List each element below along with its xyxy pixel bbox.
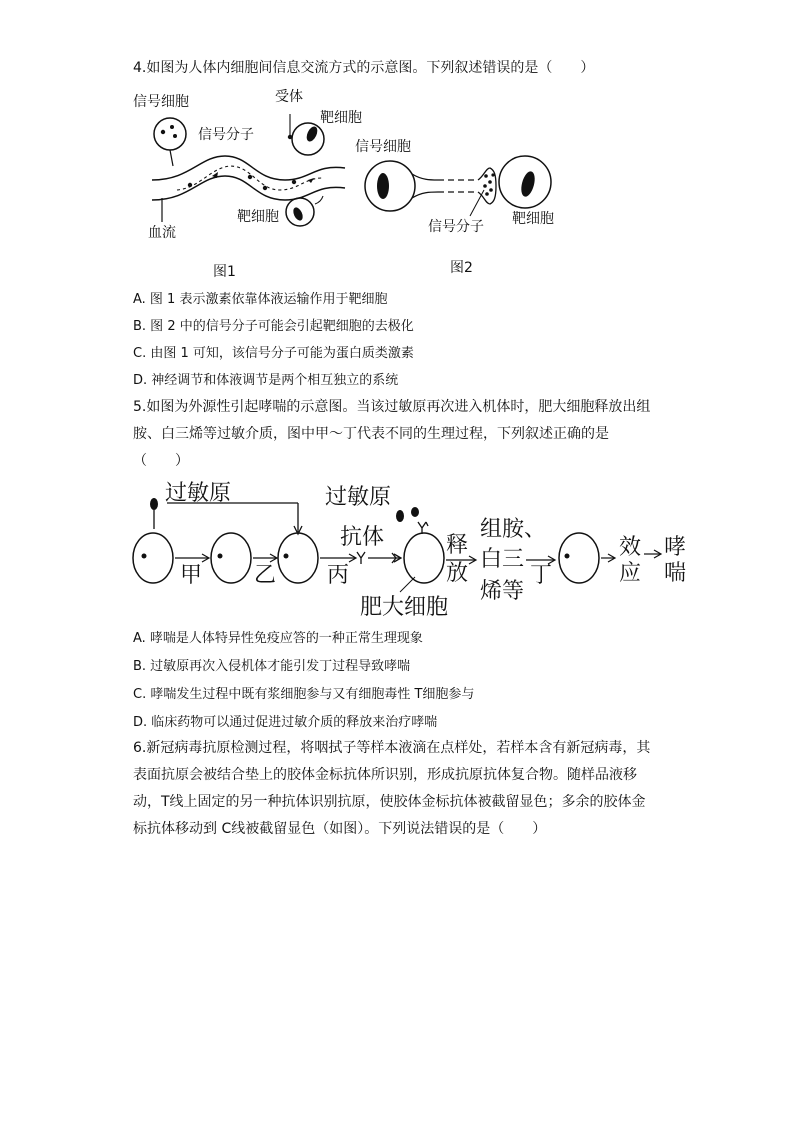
fig2-signal-cell-label: 信号细胞 — [355, 139, 411, 155]
q5-figure — [130, 474, 700, 624]
q4-option-a: A. 图 1 表示激素依靠体液运输作用于靶细胞 — [133, 292, 388, 307]
q6-line2: 表面抗原会被结合垫上的胶体金标抗体所识别，形成抗原抗体复合物。随样品液移 — [133, 767, 637, 783]
fig1-target-cell-bottom-label: 靶细胞 — [237, 209, 279, 225]
q5-mast-cell-label: 肥大细胞 — [360, 595, 449, 620]
q4-stem: 4.如图为人体内细胞间信息交流方式的示意图。下列叙述错误的是（ ） — [133, 60, 595, 76]
fig1-blood-label: 血流 — [148, 225, 176, 241]
q5-allergen-label-1: 过敏原 — [165, 481, 232, 506]
q5-effector-cell — [559, 533, 599, 583]
q5-stem-line2: 胺、白三烯等过敏介质，图中甲～丁代表不同的生理过程，下列叙述正确的是 — [133, 426, 609, 442]
q5-cell-2 — [211, 533, 251, 583]
q5-allergen-label-2: 过敏原 — [325, 485, 392, 510]
fig2-signal-cell — [365, 161, 496, 216]
q5-histamine-3: 烯等 — [480, 579, 525, 604]
q5-stem-line1: 5.如图为外源性引起哮喘的示意图。当该过敏原再次进入机体时，肥大细胞释放出组 — [133, 399, 651, 415]
q5-allergen-icon-1 — [150, 498, 302, 534]
q5-antibody-label: 抗体 — [340, 525, 385, 550]
q4-option-c: C. 由图 1 可知，该信号分子可能为蛋白质类激素 — [133, 346, 414, 361]
q6-line3: 动，T线上固定的另一种抗体识别抗原，使胶体金标抗体被截留显色；多余的胶体金 — [133, 794, 646, 810]
q5-antibody-icon — [357, 552, 401, 564]
q4-option-d: D. 神经调节和体液调节是两个相互独立的系统 — [133, 373, 399, 388]
fig1-caption: 图1 — [213, 264, 236, 280]
q5-option-b: B. 过敏原再次入侵机体才能引发丁过程导致哮喘 — [133, 659, 411, 674]
q5-asthma-1: 哮 — [664, 535, 687, 560]
q5-mast-cell — [400, 533, 444, 592]
q4-figure-2 — [350, 130, 580, 280]
q5-release-2: 放 — [446, 561, 469, 586]
fig1-receptor-label: 受体 — [275, 89, 303, 105]
q5-option-d: D. 临床药物可以通过促进过敏介质的释放来治疗哮喘 — [133, 715, 438, 730]
fig1-target-cell-bottom — [286, 196, 323, 226]
q5-asthma-2: 喘 — [664, 561, 687, 586]
q5-histamine-2: 白三 — [480, 547, 525, 572]
fig1-signal-molecule-label: 信号分子 — [198, 127, 254, 143]
q5-option-a: A. 哮喘是人体特异性免疫应答的一种正常生理现象 — [133, 631, 423, 646]
q5-option-c: C. 哮喘发生过程中既有浆细胞参与又有细胞毒性 T细胞参与 — [133, 687, 475, 702]
q5-process-bing: 丙 — [327, 563, 350, 588]
q5-cell-1 — [133, 533, 173, 583]
q4-option-b: B. 图 2 中的信号分子可能会引起靶细胞的去极化 — [133, 319, 414, 334]
q4-figure-1 — [130, 84, 370, 284]
q5-process-jia: 甲 — [180, 563, 203, 588]
q5-process-yi: 乙 — [254, 563, 277, 588]
fig2-signal-molecule-label: 信号分子 — [428, 219, 484, 235]
fig2-target-cell-label: 靶细胞 — [512, 211, 554, 227]
fig1-signal-cell-label: 信号细胞 — [133, 94, 189, 110]
q5-process-ding: 丁 — [530, 563, 553, 588]
q5-effect-1: 效 — [619, 535, 642, 560]
q6-line4: 标抗体移动到 C线被截留显色（如图）。下列说法错误的是（ ） — [133, 821, 547, 837]
q5-release-1: 释 — [446, 533, 469, 558]
fig1-target-cell-top — [288, 114, 324, 155]
q5-histamine-1: 组胺、 — [480, 517, 547, 542]
q5-stem-line3: （ ） — [133, 453, 189, 469]
q5-cell-3 — [278, 533, 318, 583]
q6-line1: 6.新冠病毒抗原检测过程，将咽拭子等样本液滴在点样处，若样本含有新冠病毒，其 — [133, 740, 651, 756]
fig2-target-cell — [499, 156, 551, 208]
q5-effect-2: 应 — [619, 561, 642, 586]
fig2-caption: 图2 — [450, 260, 473, 276]
fig1-signal-cell — [154, 118, 186, 150]
q5-allergen-icon-2 — [396, 507, 428, 534]
fig1-target-cell-top-label: 靶细胞 — [320, 110, 362, 126]
